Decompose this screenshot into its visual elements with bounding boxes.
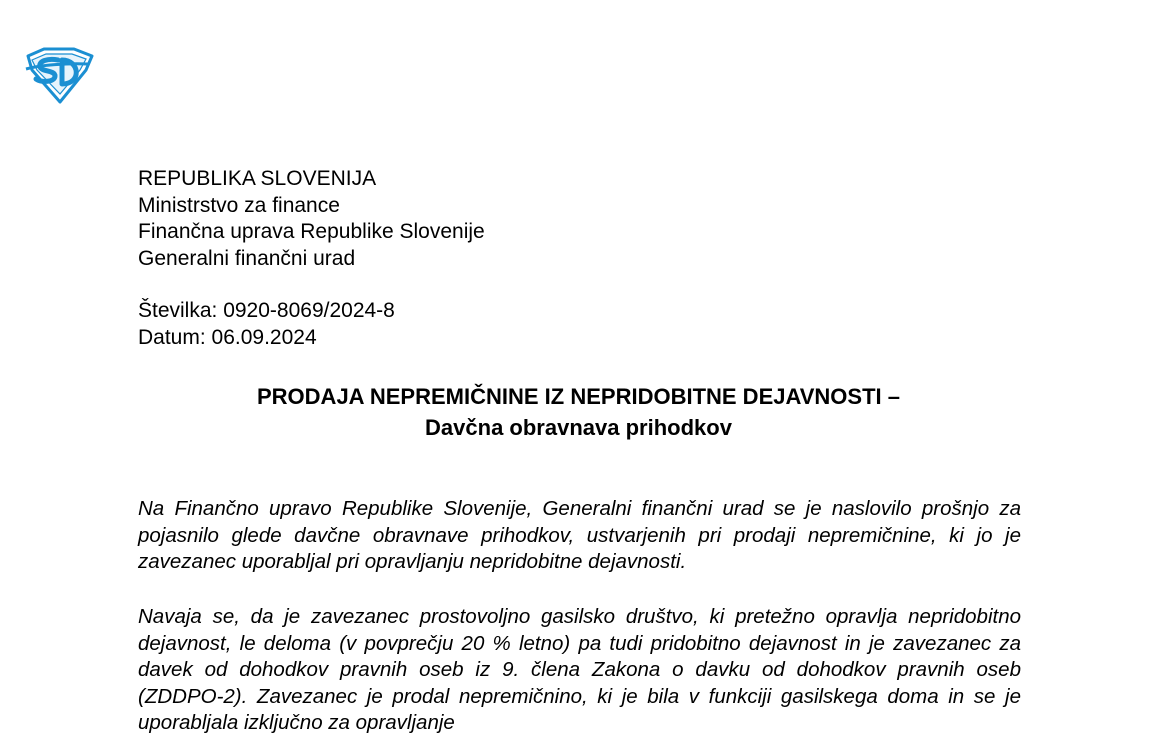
- title-line-1: PRODAJA NEPREMIČNINE IZ NEPRIDOBITNE DEJAVNOSTI –: [257, 384, 900, 409]
- header-line-office: Generalni finančni urad: [138, 246, 356, 270]
- issuer-header: [138, 166, 485, 272]
- document-title: [0, 381, 1157, 443]
- paragraph-facts: Navaja se, da je zavezanec prostovoljno gasilsko društvo, ki pretežno opravlja nepridobitno dejavnost, le deloma (v povprečju 20 % letno) pa tudi pridobitno dejavnost in je zavezanec za davek od dohodkov pravnih oseb iz 9. člena Zakona o davku od dohodkov pravnih oseb (ZDDPO-2). Zavezanec je prodal nepremičnino, ki je bila v funkciji gasilskega doma in se je uporabljala izključno za opravljanje: [138, 605, 1021, 734]
- fu-rs-logo-icon: [22, 46, 96, 104]
- document-meta: [138, 298, 395, 351]
- header-line-ministry: Ministrstvo za finance: [138, 193, 340, 217]
- paragraph-intro: Na Finančno upravo Republike Slovenije, Generalni finančni urad se je naslovilo prošnjo za pojasnilo glede davčne obravnave prihodkov, ustvarjenih pri prodaji nepremičnine, ki jo je zavezanec uporabljal pri opravljanju nepridobitne dejavnosti.: [138, 497, 1021, 573]
- title-line-2: Davčna obravnava prihodkov: [425, 415, 732, 440]
- header-line-administration: Finančna uprava Republike Slovenije: [138, 220, 485, 243]
- header-line-country: REPUBLIKA SLOVENIJA: [138, 167, 377, 190]
- document-date: Datum: 06.09.2024: [138, 325, 317, 349]
- document-number: Številka: 0920-8069/2024-8: [138, 299, 395, 322]
